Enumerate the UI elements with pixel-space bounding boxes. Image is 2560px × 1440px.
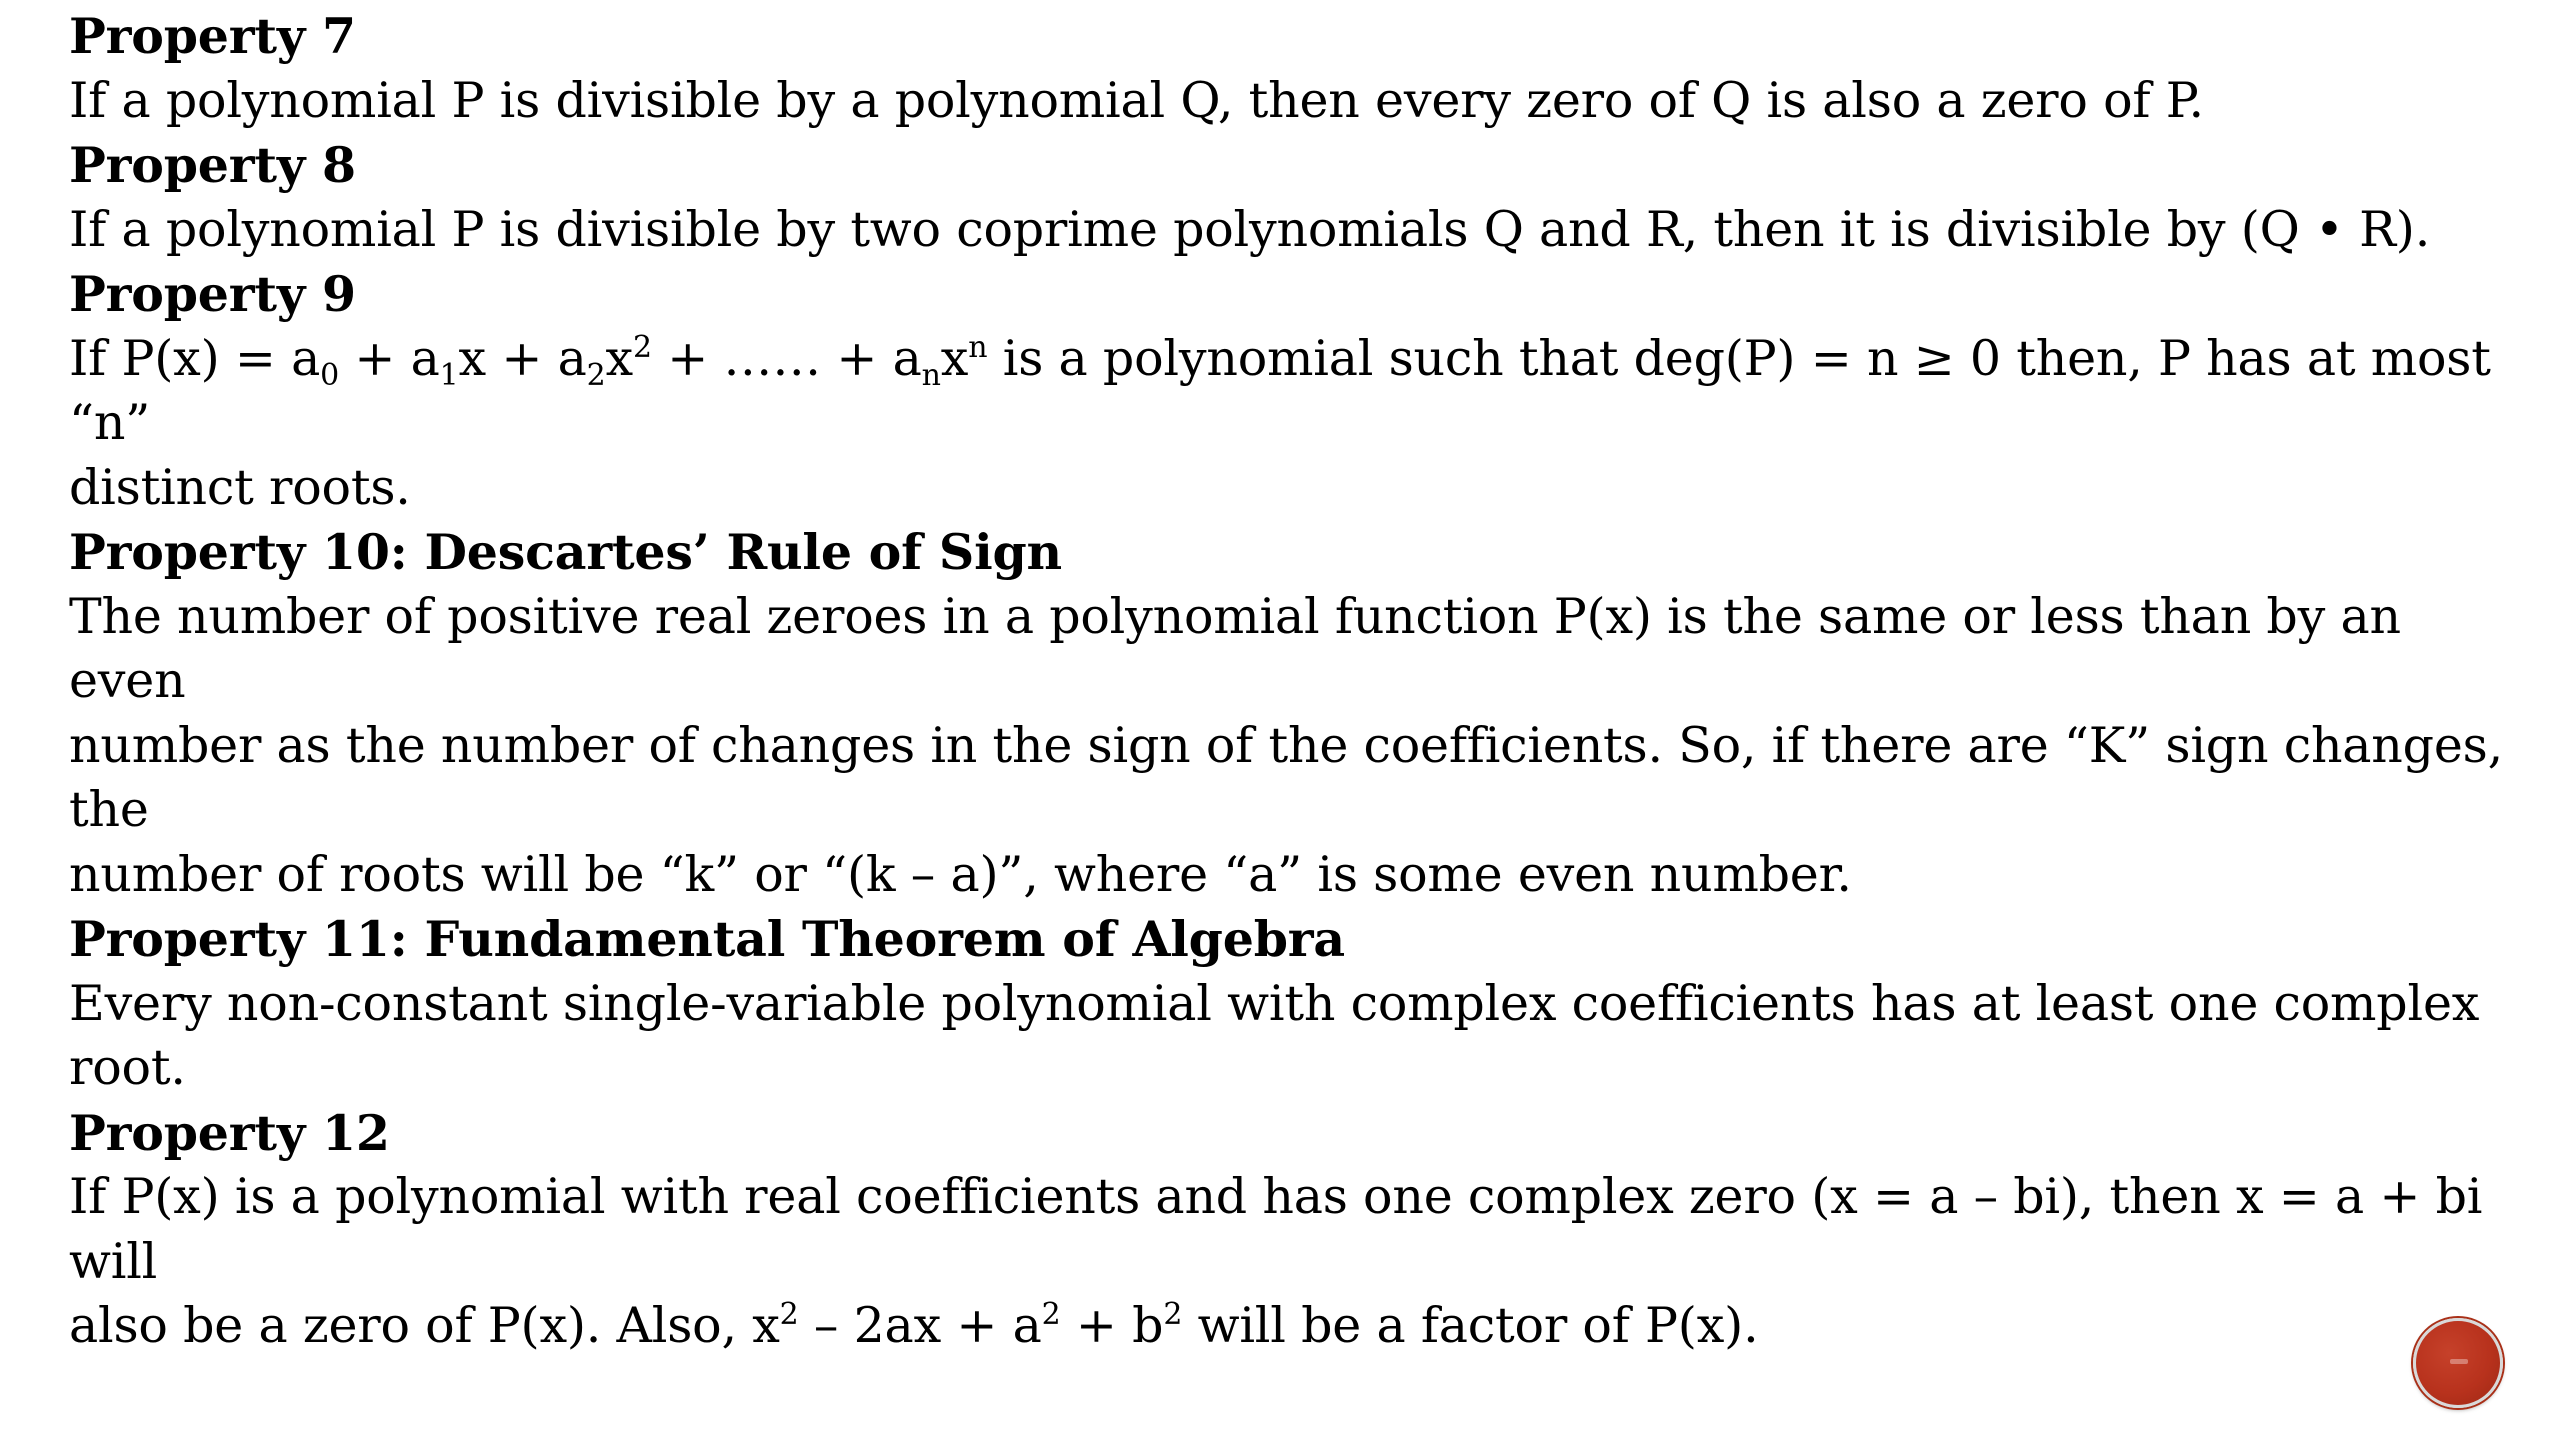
formula-text: + b	[1060, 1297, 1164, 1354]
property-7-text: If a polynomial P is divisible by a polynomial Q, then every zero of Q is also a zero of P.	[69, 71, 2204, 129]
formula-text: + a	[339, 329, 440, 387]
formula-superscript: 2	[1041, 1297, 1061, 1332]
formula-subscript: 2	[586, 357, 606, 393]
formula-text: – 2ax + a	[798, 1297, 1042, 1354]
property-10-text-line-3: number of roots will be “k” or “(k – a)”, where “a” is some even number.	[69, 845, 1852, 903]
property-12-formula-line	[69, 1294, 2529, 1359]
property-8-text: If a polynomial P is divisible by two coprime polynomials Q and R, then it is divisible by (Q • R).	[69, 200, 2431, 258]
formula-text: also be a zero of P(x). Also, x	[69, 1297, 780, 1354]
property-9-heading: Property 9	[69, 265, 356, 323]
formula-subscript: 0	[320, 357, 340, 393]
formula-subscript: n	[921, 357, 941, 393]
circle-nav-icon	[2450, 1359, 2468, 1364]
property-10-text-line-1: The number of positive real zeroes in a polynomial function P(x) is the same or less than by an even	[69, 587, 2401, 709]
formula-superscript: n	[968, 329, 988, 365]
property-10-heading: Property 10: Descartes’ Rule of Sign	[69, 523, 1062, 581]
property-9-formula-line	[69, 327, 2529, 456]
formula-superscript: 2	[1163, 1297, 1183, 1332]
formula-text: will be a factor of P(x).	[1182, 1297, 1759, 1354]
property-11-text-line-1: Every non-constant single-variable polynomial with complex coefficients has at least one complex	[69, 974, 2480, 1032]
formula-text: If P(x) = a	[69, 329, 321, 387]
formula-superscript: 2	[632, 329, 652, 365]
formula-text: x + a	[458, 329, 587, 387]
slide-content	[69, 4, 2529, 1359]
property-12-text-line-1: If P(x) is a polynomial with real coefficients and has one complex zero (x = a – bi), then x = a + bi will	[69, 1168, 2483, 1290]
formula-text: + …… + a	[651, 329, 922, 387]
property-12-heading: Property 12	[69, 1103, 390, 1162]
slide-nav-button[interactable]	[2413, 1318, 2503, 1408]
property-10-text-line-2: number as the number of changes in the sign of the coefficients. So, if there are “K” sign changes, the	[69, 716, 2503, 838]
property-7-heading: Property 7	[69, 7, 356, 65]
property-11-heading: Property 11: Fundamental Theorem of Algebra	[69, 910, 1345, 968]
property-9-text: distinct roots.	[69, 458, 411, 516]
formula-subscript: 1	[439, 357, 459, 393]
formula-text: x	[940, 329, 969, 387]
property-11-text-line-2: root.	[69, 1039, 186, 1096]
formula-superscript: 2	[779, 1297, 799, 1332]
formula-text: x	[605, 329, 633, 387]
property-8-heading: Property 8	[69, 136, 356, 194]
formula-text: is a polynomial such that deg(P) = n ≥ 0 then, P has at most “n”	[69, 329, 2491, 451]
